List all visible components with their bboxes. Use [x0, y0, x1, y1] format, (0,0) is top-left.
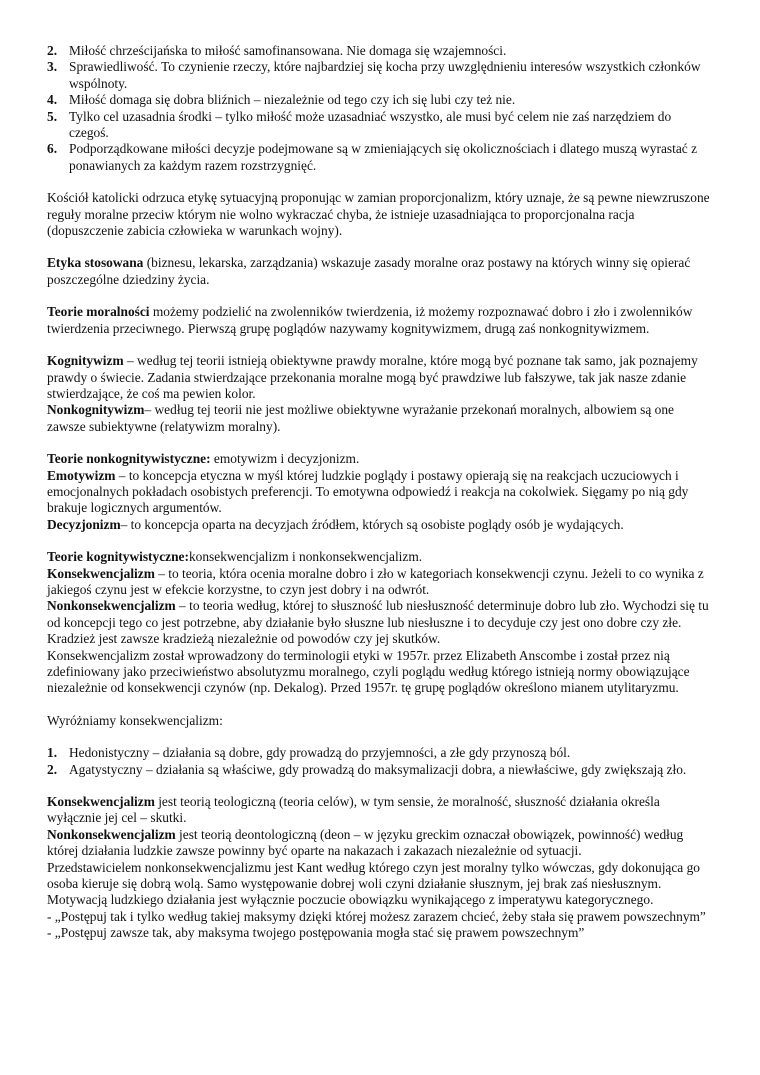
- paragraph-nonkognitywizm: Nonkognitywizm– według tej teorii nie jest możliwe obiektywne wyrażanie przekonań moralnych, albowiem są one zawsze subiektywne (relatywizm moralny).: [47, 402, 674, 434]
- principles-list: [47, 43, 712, 174]
- paragraph-teorie-nonkognitywistyczne: Teorie nonkognitywistyczne: emotywizm i decyzjonizm.: [47, 451, 360, 467]
- list-item: 1. Hedonistyczny – działania są dobre, gdy prowadzą do przyjemności, a złe gdy przynoszą ból.: [47, 745, 571, 761]
- paragraph-kosciol: Kościół katolicki odrzuca etykę sytuacyjną proponując w zamian proporcjonalizm, który uznaje, że są pewne niewzruszone reguły moralne przeciw którym nie wolno wykraczać chyba, że istnieje uzasadniająca to proporcjonalna racja (dopuszczenie zabicia człowieka w warunkach wojny).: [47, 190, 710, 239]
- list-item: 4. Miłość domaga się dobra bliźnich – niezależnie od tego czy ich się lubi czy też nie.: [47, 92, 516, 108]
- paragraph-teorie-kognitywistyczne: Teorie kognitywistyczne:konsekwencjalizm i nonkonsekwencjalizm.: [47, 549, 423, 565]
- list-item: 6. Podporządkowane miłości decyzje podejmowane są w zmieniających się okolicznościach i dlatego muszą wyrastać z ponawianych za każdym razem rozstrzygnięć.: [47, 141, 698, 173]
- quote-2: - „Postępuj zawsze tak, aby maksyma twojego postępowania mogła stać się prawem powszechnym”: [47, 925, 585, 941]
- paragraph-kant: Przedstawicielem nonkonsekwencjalizmu jest Kant według którego czyn jest moralny tylko wówczas, gdy dokonująca go osoba kieruje się dobrą wolą. Samo występowanie dobrej woli czyni działanie słusznym, jej brak zaś niesłusznym. Motywacją ludzkiego działania jest wyłącznie poczucie obowiązku wynikającego z imperatywu kategorycznego.: [47, 859, 700, 908]
- list-item: 3. Sprawiedliwość. To czynienie rzeczy, które najbardziej się kocha przy uwzględnieniu interesów wszystkich członków wspólnoty.: [47, 59, 701, 91]
- quote-1: - „Postępuj tak i tylko według takiej maksymy dzięki której możesz zarazem chcieć, żeby stała się prawem powszechnym”: [47, 908, 706, 924]
- paragraph-emotywizm: Emotywizm – to koncepcja etyczna w myśl której ludzkie poglądy i postawy opierają się na reakcjach uczuciowych i emocjonalnych pokładach osobistych preferencji. To emotywna odpowiedź i reakcja na cokolwiek. Sięgamy po nią gdy brakuje logicznych argumentów.: [47, 467, 689, 516]
- paragraph-teorie-moralnosci: Teorie moralności możemy podzielić na zwolenników twierdzenia, iż możemy rozpoznawać dobro i zło i zwolenników twierdzenia przeciwnego. Pierwszą grupę poglądów nazywamy kognitywizmem, drugą zaś nonkognitywizmem.: [47, 304, 693, 336]
- consequentialism-types-list: [47, 745, 712, 778]
- list-item: 5. Tylko cel uzasadnia środki – tylko miłość może uzasadniać wszystko, ale musi być celem nie zaś narzędziem do czegoś.: [47, 108, 672, 141]
- paragraph-kognitywizm: Kognitywizm – według tej teorii istnieją obiektywne prawdy moralne, które mogą być poznane tak samo, jak poznajemy prawdy o świecie. Zadania stwierdzające przekonania moralne mogą być prawdziwe lub fałszywe, tak jak nasze zdanie stwierdzające, że coś ma pewien kolor.: [47, 353, 698, 401]
- document-page: [47, 43, 712, 942]
- paragraph-decyzjonizm: Decyzjonizm– to koncepcja oparta na decyzjach źródłem, których są osobiste poglądy osób je wydających.: [47, 516, 624, 532]
- list-item: 2. Miłość chrześcijańska to miłość samofinansowana. Nie domaga się wzajemności.: [47, 43, 507, 58]
- paragraph-konsekwencjalizm-teleologiczny: Konsekwencjalizm jest teorią teologiczną (teoria celów), w tym sensie, że moralność, słuszność działania określa wyłącznie jej cel – skutki.: [47, 794, 660, 826]
- paragraph-wyrozniamy: Wyróżniamy konsekwencjalizm:: [47, 712, 223, 728]
- paragraph-nonkonsekwencjalizm-deontologiczny: Nonkonsekwencjalizm jest teorią deontologiczną (deon – w języku greckim oznaczał obowiązek, powinność) według której działania ludzkie zawsze powinny być oparte na nakazach i zakazach niezależnie od sytuacji.: [47, 826, 684, 859]
- list-item: 2. Agatystyczny – działania są właściwe, gdy prowadzą do maksymalizacji dobra, a niewłaściwe, gdy zwiększają zło.: [47, 761, 687, 777]
- paragraph-nonkonsekwencjalizm: Nonkonsekwencjalizm – to teoria według, której to słuszność lub niesłuszność determinuje dobro lub zło. Wychodzi się tu od koncepcji tego co jest potrzebne, aby działanie było słuszne lub niesłuszne i to decyduje czy jest ono dobre czy złe.: [47, 598, 709, 630]
- paragraph-konsekwencjalizm: Konsekwencjalizm – to teoria, która ocenia moralne dobro i zło w kategoriach konsekwencji czynu. Jeżeli to co wynika z jakiegoś czynu jest w efekcie korzystne, to czyn jest dobry i na odwrót.: [47, 565, 704, 597]
- paragraph-etyka-stosowana: Etyka stosowana (biznesu, lekarska, zarządzania) wskazuje zasady moralne oraz postawy na których winny się opierać poszczególne dziedziny życia.: [47, 255, 691, 287]
- paragraph-kradziez: Kradzież jest zawsze kradzieżą niezależnie od powodów czy jej skutków.: [47, 631, 441, 647]
- paragraph-wprowadzony: Konsekwencjalizm został wprowadzony do terminologii etyki w 1957r. przez Elizabeth Anscombe i został przez nią zdefiniowany jako przeciwieństwo absolutyzmu moralnego, czyli poglądu według którego istnieją normy obowiązujące niezależnie od konsekwencji czynów (np. Dekalog). Przed 1957r. tę grupę poglądów określono mianem utylitaryzmu.: [47, 647, 690, 696]
